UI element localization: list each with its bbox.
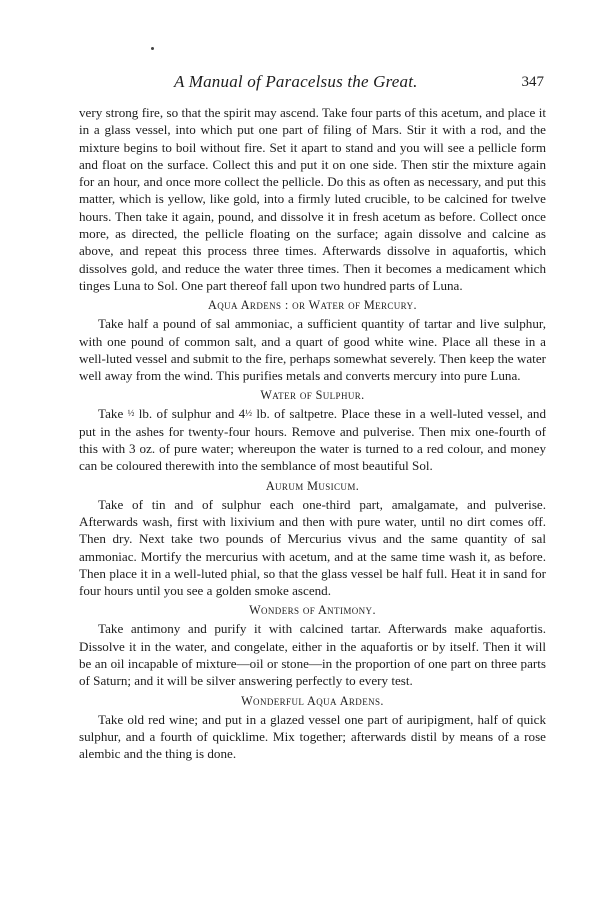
paragraph-continued: very strong fire, so that the spirit may ascend. Take four parts of this acetum, and place it in a glass vessel, into which put one part of filing of Mars. Stir it with a rod, and the mixture begins to boil without fire. Set it apart to stand and you will see a pellicle form and float on the surface. Collect this and put it on one side. Then stir the mixture again for an hour, and once more collect the pellicle. Do this as often as necessary, and put this matter, which is yellow, like gold, into a firmly luted crucible, to be calcined for twelve hours. Then take it again, pound, and dissolve it in fresh acetum as before. Collect once more, as directed, the pellicle floating on the surface; again dissolve and calcine as above, and repeat this process three times. Afterwards dissolve in aquafortis, which dissolves gold, and reduce the water three times. Then it becomes a medicament which tinges Luna to Sol. One part thereof fall upon two hundred parts of Luna. <box>79 105 546 293</box>
heading-wonderful-aqua-ardens: Wonderful Aqua Ardens. <box>241 693 384 708</box>
heading-aqua-ardens-water-of-mercury: Aqua Ardens : or Water of Mercury. <box>208 298 417 313</box>
heading-water-of-sulphur: Water of Sulphur. <box>260 388 365 403</box>
fraction-half: ½ <box>245 408 252 419</box>
fraction-half: ½ <box>127 408 135 419</box>
paragraph-aqua-ardens: Take half a pound of sal ammoniac, a sufficient quantity of tartar and live sulphur, with one pound of common salt, and a quart of good white wine. Place all these in a well-luted vessel and submit to the fire, perhaps somewhat severely. Then keep the water well away from the wind. This purifies metals and converts mercury into pure Luna. <box>79 316 546 384</box>
heading-wonders-of-antimony: Wonders of Antimony. <box>249 603 376 618</box>
body-text <box>79 104 546 763</box>
paragraph-wonders-of-antimony: Take antimony and purify it with calcined tartar. Afterwards make aquafortis. Dissolve it in the water, and congelate, either in the aquafortis or by itself. Then it will be an oil incapable of mixture—oil or stone—in the proportion of one part on three parts of Saturn; and it will be silver answering perfectly to every test. <box>79 621 546 689</box>
heading-aurum-musicum: Aurum Musicum. <box>265 478 360 493</box>
book-page <box>79 0 546 920</box>
text-take: Take <box>98 406 124 422</box>
running-title: A Manual of Paracelsus the Great. <box>174 72 418 91</box>
running-head <box>79 72 546 94</box>
paragraph-water-of-sulphur <box>79 405 546 474</box>
text-lb-of-sulphur: lb. of sulphur and 4 <box>138 406 246 422</box>
page-speck <box>151 47 154 50</box>
paragraph-wonderful-aqua-ardens: Take old red wine; and put in a glazed vessel one part of auripigment, half of quick sulphur, and a fourth of quicklime. Mix together; afterwards distil by means of a rose alembic and the thing is done. <box>79 711 546 762</box>
text-remainder: lb. of saltpetre. Place these in a well-luted vessel, and put in the ashes for twenty-four hours. Remove and pulverise. Then mix one-fourth of this with 3 oz. of pure water; whereupon the water is turned to a red colour, and money can be coloured therewith into the semblance of most beautiful Sol. <box>79 406 546 474</box>
paragraph-aurum-musicum: Take of tin and of sulphur each one-third part, amalgamate, and pulverise. Afterwards wash, first with lixivium and then with pure water, until no dirt comes off. Then dry. Next take two pounds of Mercurius vivus and the same quantity of sal ammoniac. Mortify the mercurius with acetum, and at the same time wash it, as before. Then place it in a well-luted phial, so that the glass vessel be half full. Heat it in sand for four hours until you see a golden smoke ascend. <box>79 496 546 599</box>
page-number: 347 <box>521 74 544 90</box>
